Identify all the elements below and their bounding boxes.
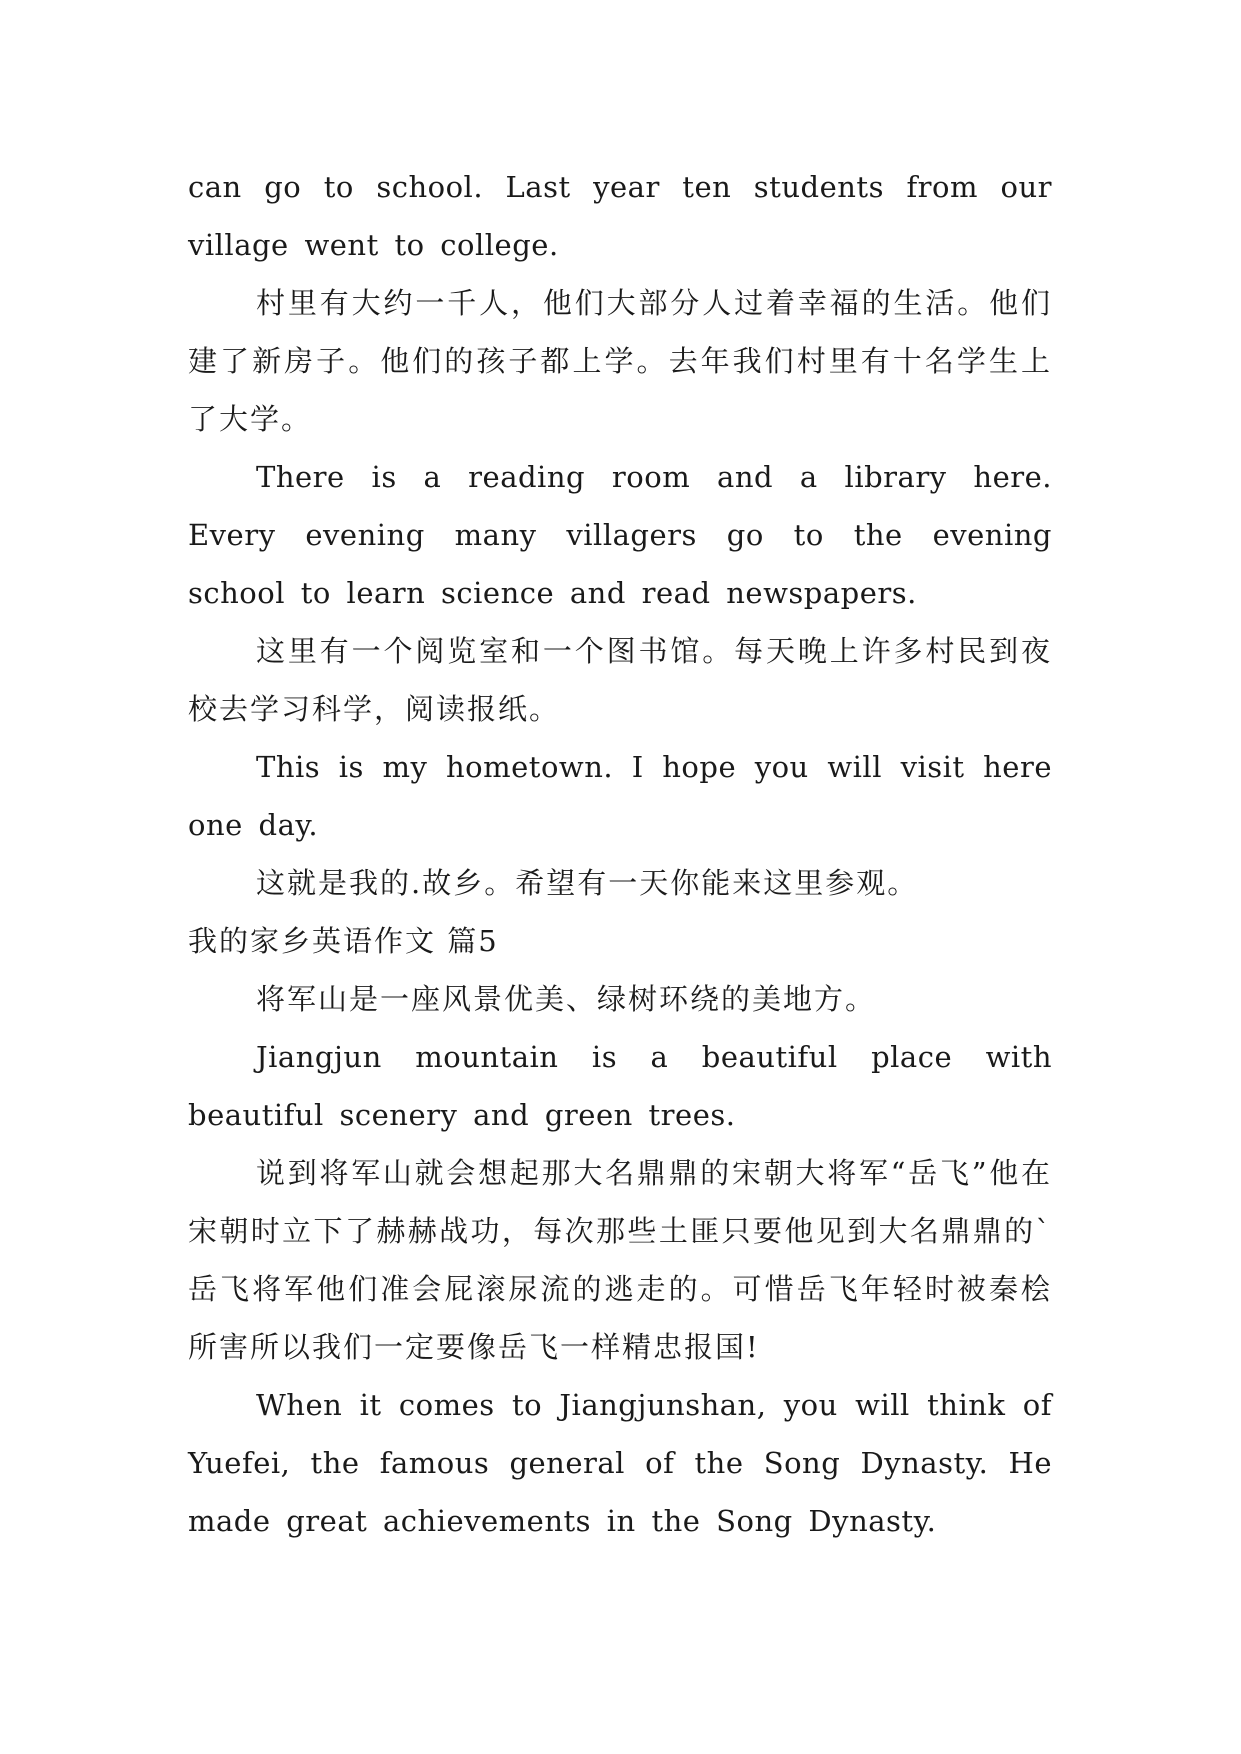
document-page: [188, 158, 1052, 1550]
paragraph-english-hometown: This is my hometown. I hope you will visit here one day.: [188, 750, 1052, 842]
paragraph-chinese-mountain: 将军山是一座风景优美、绿树环绕的美地方。: [256, 982, 877, 1016]
section-heading: 我的家乡英语作文 篇5: [188, 924, 499, 958]
paragraph-english-school: can go to school. Last year ten students from our village went to college.: [188, 170, 1052, 262]
paragraph-chinese-hometown: 这就是我的.故乡。希望有一天你能来这里参观。: [256, 866, 919, 900]
paragraph-chinese-yuefei: 说到将军山就会想起那大名鼎鼎的宋朝大将军“岳飞”他在宋朝时立下了赫赫战功，每次那些土匪只要他见到大名鼎鼎的`岳飞将军他们准会屁滚尿流的逃走的。可惜岳飞年轻时被秦桧所害所以我们一定要像岳飞一样精忠报国!: [188, 1156, 1052, 1364]
paragraph-chinese-village: 村里有大约一千人，他们大部分人过着幸福的生活。他们建了新房子。他们的孩子都上学。去年我们村里有十名学生上了大学。: [188, 286, 1052, 436]
paragraph-english-yuefei: When it comes to Jiangjunshan, you will think of Yuefei, the famous general of the Song Dynasty. He made great achievements in the Song Dynasty.: [188, 1388, 1052, 1538]
paragraph-english-mountain: Jiangjun mountain is a beautiful place with beautiful scenery and green trees.: [188, 1040, 1052, 1132]
paragraph-chinese-reading-room: 这里有一个阅览室和一个图书馆。每天晚上许多村民到夜校去学习科学，阅读报纸。: [188, 634, 1052, 726]
paragraph-english-reading-room: There is a reading room and a library here. Every evening many villagers go to the evening school to learn science and read newspapers.: [188, 460, 1052, 610]
